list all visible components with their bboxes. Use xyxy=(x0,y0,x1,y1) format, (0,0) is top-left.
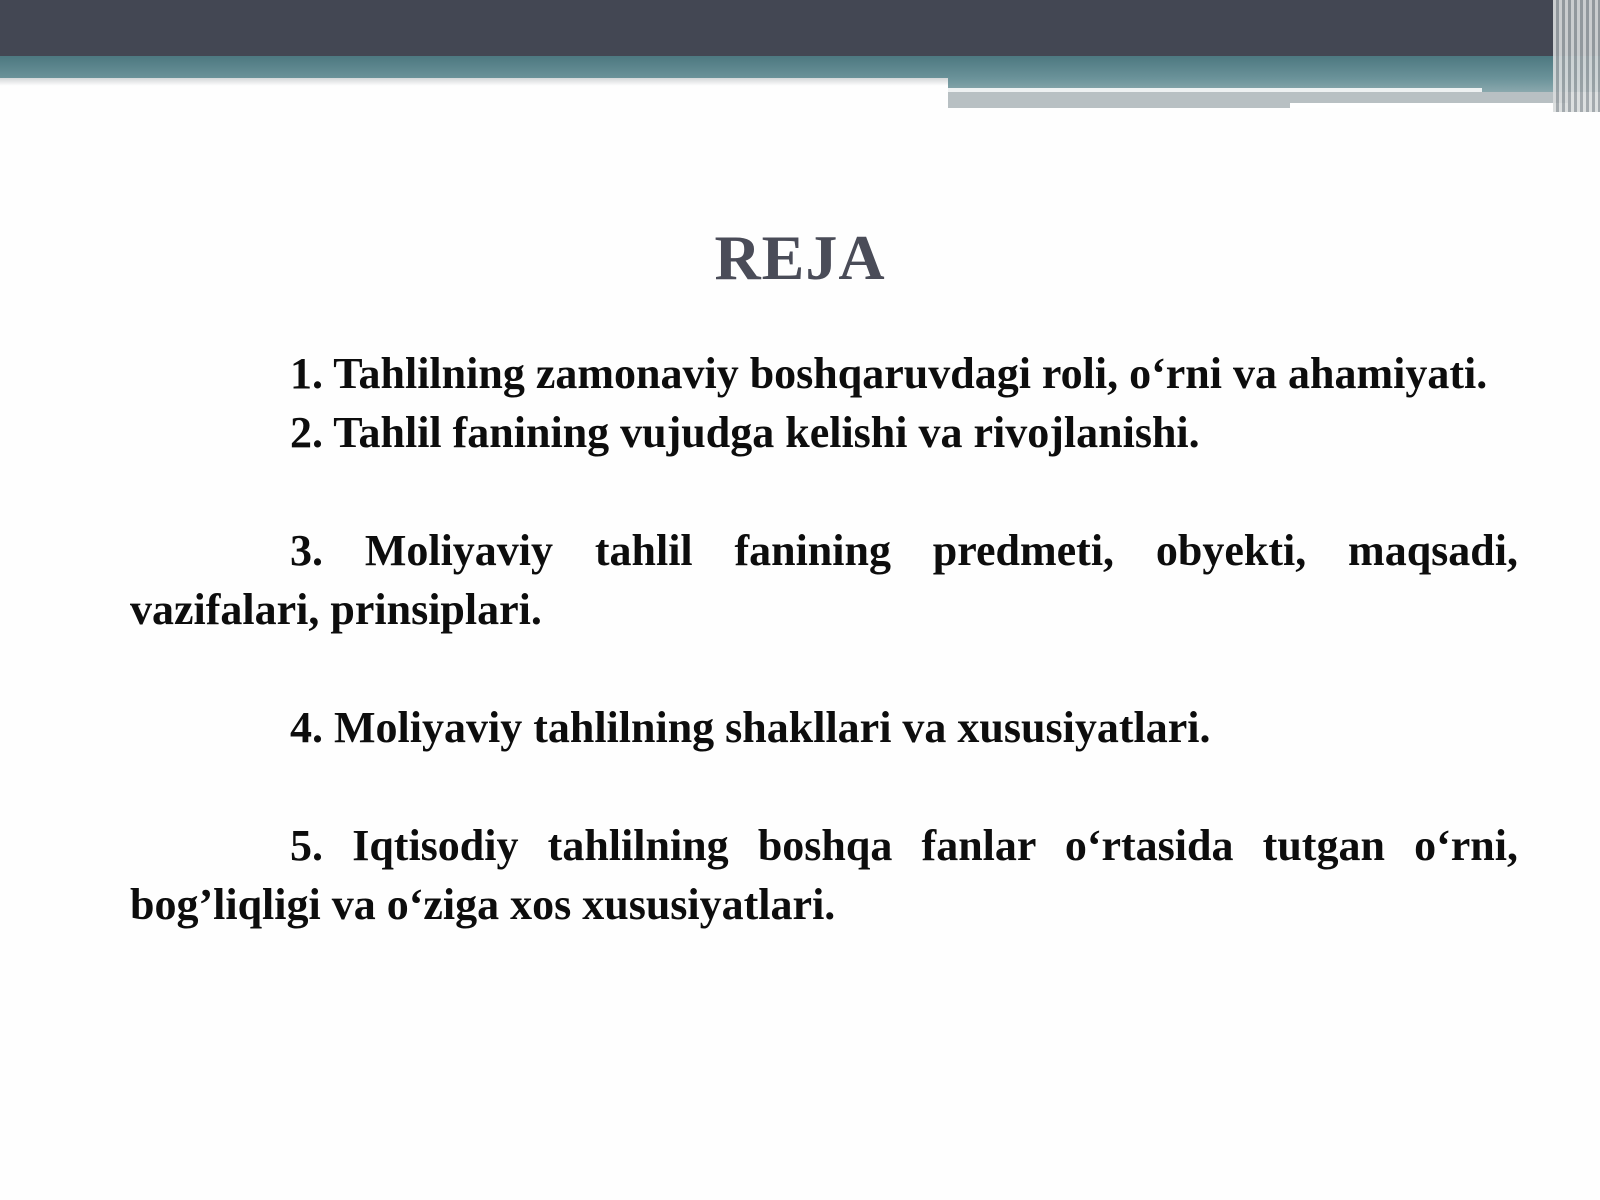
header-light-line-short xyxy=(1290,103,1568,108)
header-shadow xyxy=(0,78,948,86)
header-dark-band xyxy=(0,0,1600,56)
header-stripes xyxy=(1553,0,1600,112)
plan-item-2: 2. Tahlil fanining vujudga kelishi va rivojlanishi. xyxy=(290,408,1200,457)
spacer xyxy=(130,757,1518,816)
plan-item-5: 5. Iqtisodiy tahlilning boshqa fanlar o‘rtasida tutgan o‘rni, bog’liqligi va o‘ziga xos xususiyatlari. xyxy=(130,821,1518,929)
spacer xyxy=(130,639,1518,698)
header-teal-band xyxy=(0,56,1600,78)
spacer xyxy=(130,462,1518,521)
plan-item-4: 4. Moliyaviy tahlilning shakllari va xususiyatlari. xyxy=(290,703,1211,752)
header-light-line xyxy=(948,88,1482,92)
slide-title: REJA xyxy=(714,222,886,293)
plan-item-1: 1. Tahlilning zamonaviy boshqaruvdagi roli, o‘rni va ahamiyati. xyxy=(290,349,1488,398)
plan-list xyxy=(130,344,1518,934)
plan-item-3: 3. Moliyaviy tahlil fanining predmeti, obyekti, maqsadi, vazifalari, prinsiplari. xyxy=(130,526,1518,634)
